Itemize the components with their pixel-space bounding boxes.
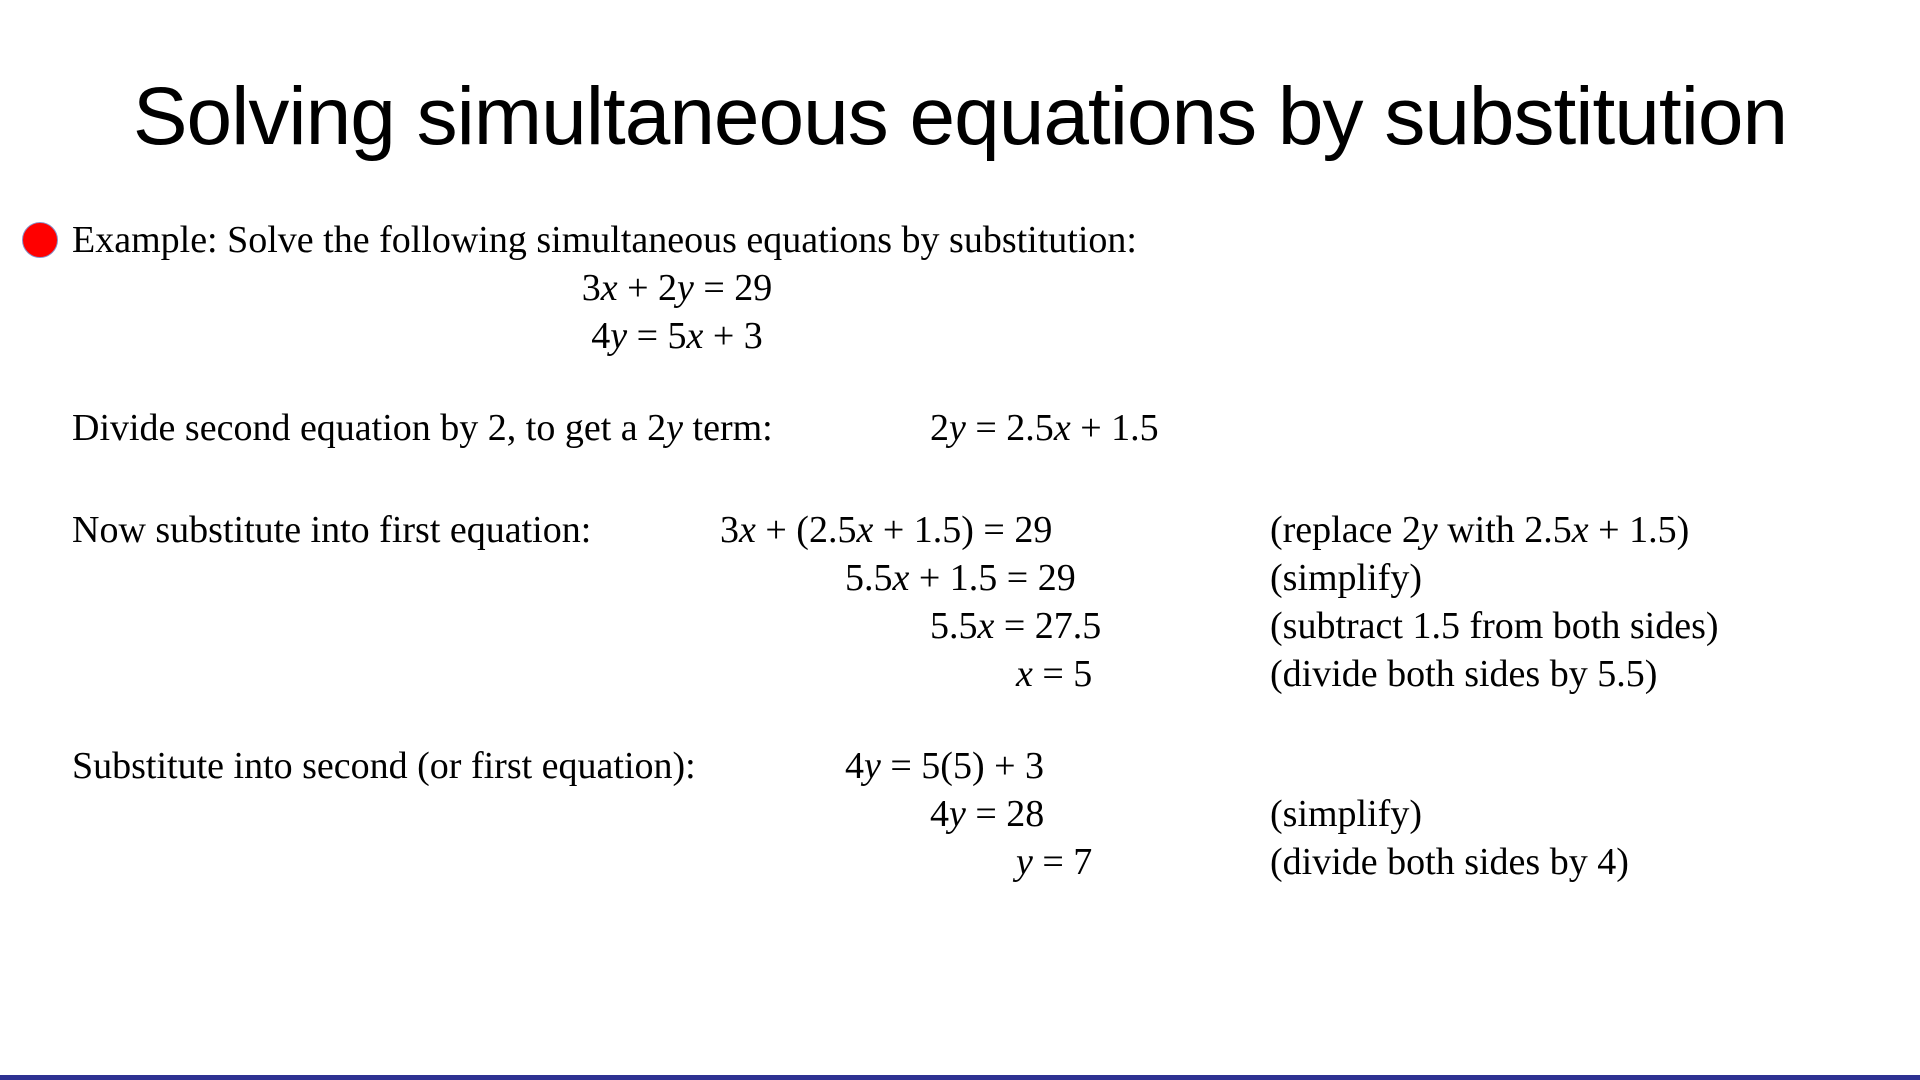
bullet-icon: [22, 222, 58, 258]
slide-bottom-accent-bar: [0, 1075, 1920, 1080]
equation-line: 3x + 2y = 29: [581, 267, 773, 309]
divide-step-label: Divide second equation by 2, to get a 2y term:: [72, 407, 773, 449]
step-note: (simplify): [1270, 793, 1422, 835]
example-intro: Example: Solve the following simultaneous equations by substitution:: [72, 219, 1137, 261]
equation-line: 5.5x = 27.5: [930, 605, 1102, 647]
substitute-second-label: Substitute into second (or first equation):: [72, 745, 696, 787]
equation-line: y = 7: [1016, 841, 1093, 883]
substitute-first-label: Now substitute into first equation:: [72, 509, 592, 551]
equation-line: 4y = 5(5) + 3: [845, 745, 1045, 787]
step-note: (replace 2y with 2.5x + 1.5): [1270, 509, 1690, 551]
step-note: (simplify): [1270, 557, 1422, 599]
equation-line: 2y = 2.5x + 1.5: [930, 407, 1159, 449]
equation-line: 3x + (2.5x + 1.5) = 29: [720, 509, 1053, 551]
equation-line: 4y = 28: [930, 793, 1045, 835]
equation-line: x = 5: [1016, 653, 1093, 695]
step-note: (divide both sides by 5.5): [1270, 653, 1658, 695]
equation-line: 5.5x + 1.5 = 29: [845, 557, 1076, 599]
example-equations: [72, 264, 1282, 360]
step-note: (subtract 1.5 from both sides): [1270, 605, 1719, 647]
step-note: (divide both sides by 4): [1270, 841, 1629, 883]
slide-title: Solving simultaneous equations by substitution: [132, 71, 1788, 162]
equation-line: 4y = 5x + 3: [591, 315, 763, 357]
